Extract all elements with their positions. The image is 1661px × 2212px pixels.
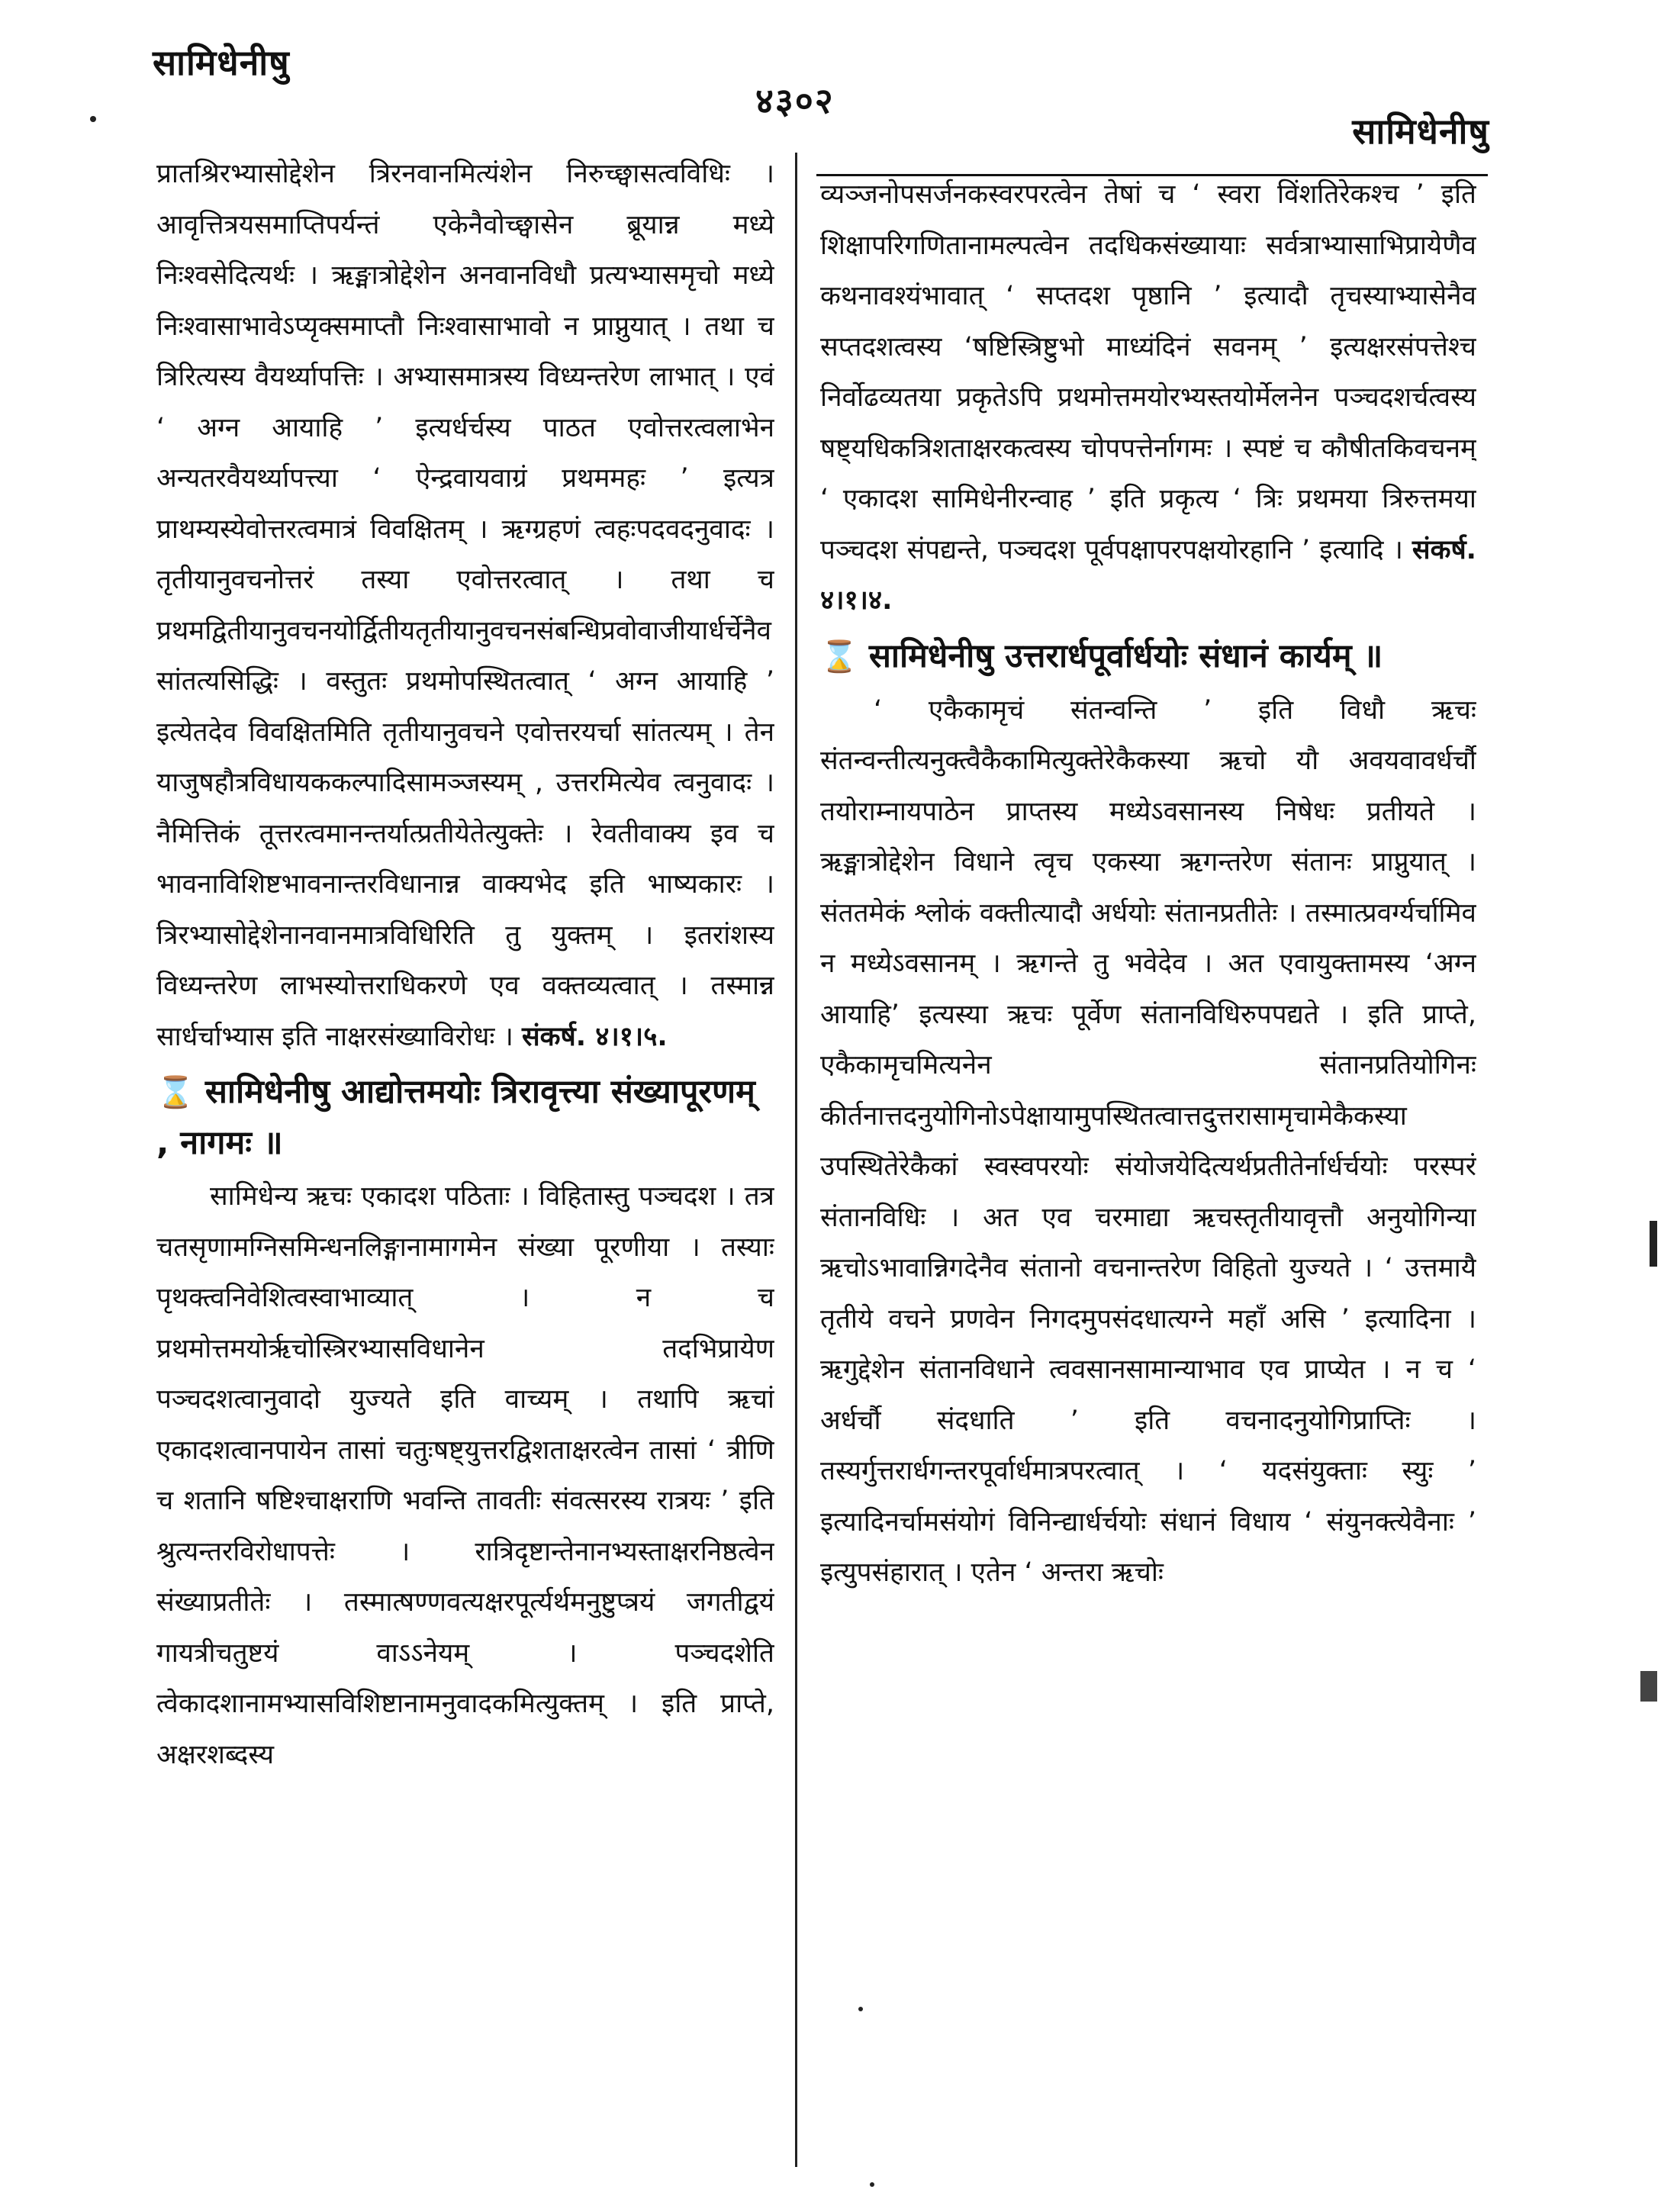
left-paragraph-1-reference: संकर्ष. ४।१।५.	[522, 1021, 668, 1052]
left-paragraph-1	[156, 149, 774, 1062]
scan-speck	[858, 2007, 863, 2011]
scan-speck	[870, 2182, 874, 2187]
running-header-left: सामिधेनीषु	[153, 42, 290, 83]
section-mark-icon: ⌛	[156, 1075, 195, 1110]
left-paragraph-1-text: प्रातश्रिरभ्यासोद्देशेन त्रिरनवानमित्यंशेन निरुच्छ्वासत्वविधिः । आवृत्तित्रयसमाप्तिपर्यन्तं एकेनैवोच्छ्वासेन ब्रूयान्न मध्ये निःश्वसेदित्यर्थः । ऋङ्मात्रोद्देशेन अनवानविधौ प्रत्यभ्यासमृचो मध्ये निःश्वासाभावेऽप्यृक्समाप्तौ निःश्वासाभावो न प्राप्नुयात् । तथा च त्रिरित्यस्य वैयर्थ्यापत्तिः । अभ्यासमात्रस्य विध्यन्तरेण लाभात् । एवं ‘ अग्न आयाहि ’ इत्यर्धर्चस्य पाठत एवोत्तरत्वलाभेन अन्यतरवैयर्थ्यापत्त्या ‘ ऐन्द्रवायवाग्रं प्रथममहः ’ इत्यत्र प्राथम्यस्येवोत्तरत्वमात्रं विवक्षितम् । ऋग्ग्रहणं त्वहःपदवदनुवादः । तृतीयानुवचनोत्तरं तस्या एवोत्तरत्वात् । तथा च प्रथमद्वितीयानुवचनयोर्द्वितीयतृतीयानुवचनसंबन्धिप्रवोवाजीयार्धर्चेनैव सांतत्यसिद्धिः । वस्तुतः प्रथमोपस्थितत्वात् ‘ अग्न आयाहि ’ इत्येतदेव विवक्षितमिति तृतीयानुवचने एवोत्तरयर्चा सांतत्यम् । तेन याजुषहौत्रविधायककल्पादिसामञ्जस्यम् , उत्तरमित्येव त्वनुवादः । नैमित्तिकं तूत्तरत्वमानन्तर्यात्प्रतीयेतेत्युक्तेः । रेवतीवाक्य इव च भावनाविशिष्टभावनान्तरविधानान्न वाक्यभेद इति भाष्यकारः । त्रिरभ्यासोद्देशेनानवानमात्रविधिरिति तु युक्तम् । इतरांशस्य विध्यन्तरेण लाभस्योत्तराधिकरणे एव वक्तव्यत्वात् । तस्मान्न सार्धर्चाभ्यास इति नाक्षरसंख्याविरोधः ।	[156, 159, 774, 1052]
left-paragraph-2: सामिधेन्य ऋचः एकादश पठिताः । विहितास्तु पञ्चदश । तत्र चतसृणामग्निसमिन्धनलिङ्गानामागमेन संख्या पूरणीया । तस्याः पृथक्त्वनिवेशित्वस्वाभाव्यात् । न च प्रथमोत्तमयोर्ऋचोस्त्रिरभ्यासविधानेन तदभिप्रायेण पञ्चदशत्वानुवादो युज्यते इति वाच्यम् । तथापि ऋचां एकादशत्वानपायेन तासां चतुःषष्ट्युत्तरद्विशताक्षरत्वेन तासां ‘ त्रीणि च शतानि षष्टिश्चाक्षराणि भवन्ति तावतीः संवत्सरस्य रात्रयः ’ इति श्रुत्यन्तरविरोधापत्तेः । रात्रिदृष्टान्तेनानभ्यस्ताक्षरनिष्ठत्वेन संख्याप्रतीतेः । तस्मात्षण्णवत्यक्षरपूर्त्यर्थमनुष्टुप्त्रयं जगतीद्वयं गायत्रीचतुष्टयं वाऽऽनेयम् । पञ्चदशेति त्वेकादशानामभ्यासविशिष्टानामनुवादकमित्युक्तम् । इति प्राप्ते, अक्षरशब्दस्य	[156, 1181, 774, 1770]
scan-speck	[90, 116, 96, 122]
right-paragraph-2: ‘ एकैकामृचं संतन्वन्ति ’ इति विधौ ऋचः संतन्वन्तीत्यनुक्त्वैकैकामित्युक्तेरेकैकस्या ऋचो यौ अवयवावर्धर्चौ तयोराम्नायपाठेन प्राप्तस्य मध्येऽवसानस्य निषेधः प्रतीयते । ऋङ्मात्रोद्देशेन विधाने त्वृच एकस्या ऋगन्तरेण संतानः प्राप्नुयात् । संततमेकं श्लोकं वक्तीत्यादौ अर्धयोः संतानप्रतीतेः । तस्मात्प्रवर्ग्यर्चामिव न मध्येऽवसानम् । ऋगन्ते तु भवेदेव । अत एवायुक्तामस्य ‘अग्न आयाहि’ इत्यस्या ऋचः पूर्वेण संतानविधिरुपपद्यते । इति प्राप्ते, एकैकामृचमित्यनेन संतानप्रतियोगिनः कीर्तनात्तदनुयोगिनोऽपेक्षायामुपस्थितत्वात्तदुत्तरासामृचामेकैकस्या उपस्थितेरेकैकां स्वस्वपरयोः संयोजयेदित्यर्थप्रतीतेर्नार्धर्चयोः परस्परं संतानविधिः । अत एव चरमाद्या ऋचस्तृतीयावृत्तौ अनुयोगिन्या ऋचोऽभावान्निगदेनैव संतानो वचनान्तरेण विहितो युज्यते । ‘ उत्तमायै तृतीये वचने प्रणवेन निगदमुपसंदधात्यग्ने महाँ असि ’ इत्यादिना । ऋगुद्देशेन संतानविधाने त्ववसानसामान्याभाव एव प्राप्येत । न च ‘ अर्धर्चौ संदधाति ’ इति वचनादनुयोगिप्राप्तिः । तस्यर्गुत्तरार्धगन्तरपूर्वार्धमात्रपरत्वात् । ‘ यदसंयुक्ताः स्युः ’ इत्यादिनर्चामसंयोगं विनिन्द्यार्धर्चयोः संधानं विधाय ‘ संयुनक्त्येवैनाः ’ इत्युपसंहारात् । एतेन ‘ अन्तरा ऋचोः	[820, 694, 1476, 1588]
right-column	[820, 169, 1476, 1599]
section-heading-1	[156, 1067, 774, 1168]
scan-edge-mark	[1640, 1671, 1657, 1702]
page-number: ४३०२	[755, 80, 835, 121]
left-column	[156, 149, 774, 1780]
right-paragraph-1	[820, 169, 1476, 626]
scan-edge-mark	[1650, 1221, 1657, 1267]
section-heading-1-text: सामिधेनीषु आद्योत्तमयोः त्रिरावृत्त्या संख्यापूरणम् , नागमः ॥	[156, 1073, 755, 1162]
right-paragraph-1-reference: संकर्ष. ४।१।४.	[820, 534, 1476, 616]
running-header-right: सामिधेनीषु	[1352, 111, 1489, 152]
section-heading-2	[820, 631, 1476, 682]
section-mark-icon: ⌛	[820, 639, 858, 675]
section-heading-2-text: सामिधेनीषु उत्तरार्धपूर्वार्धयोः संधानं कार्यम् ॥	[868, 636, 1383, 675]
right-paragraph-1-text: व्यञ्जनोपसर्जनकस्वरपरत्वेन तेषां च ‘ स्वरा विंशतिरेकश्च ’ इति शिक्षापरिगणितानामल्पत्वेन तदधिकसंख्यायाः सर्वत्राभ्यासाभिप्रायेणैव कथनावश्यंभावात् ‘ सप्तदश पृष्ठानि ’ इत्यादौ तृचस्याभ्यासेनैव सप्तदशत्वस्य ‘षष्टिस्त्रिष्टुभो माध्यंदिनं सवनम् ’ इत्यक्षरसंपत्तेश्च निर्वोढव्यतया प्रकृतेऽपि प्रथमोत्तमयोरभ्यस्तयोर्मेलनेन पञ्चदशर्चत्वस्य षष्ट्यधिकत्रिशताक्षरकत्वस्य चोपपत्तेर्नागमः । स्पष्टं च कौषीतकिवचनम् ‘ एकादश सामिधेनीरन्वाह ’ इति प्रकृत्य ‘ त्रिः प्रथमया त्रिरुत्तमया पञ्चदश संपद्यन्ते, पञ्चदश पूर्वपक्षापरपक्षयोरहानि ’ इत्यादि ।	[820, 179, 1476, 565]
column-divider	[795, 153, 797, 2167]
